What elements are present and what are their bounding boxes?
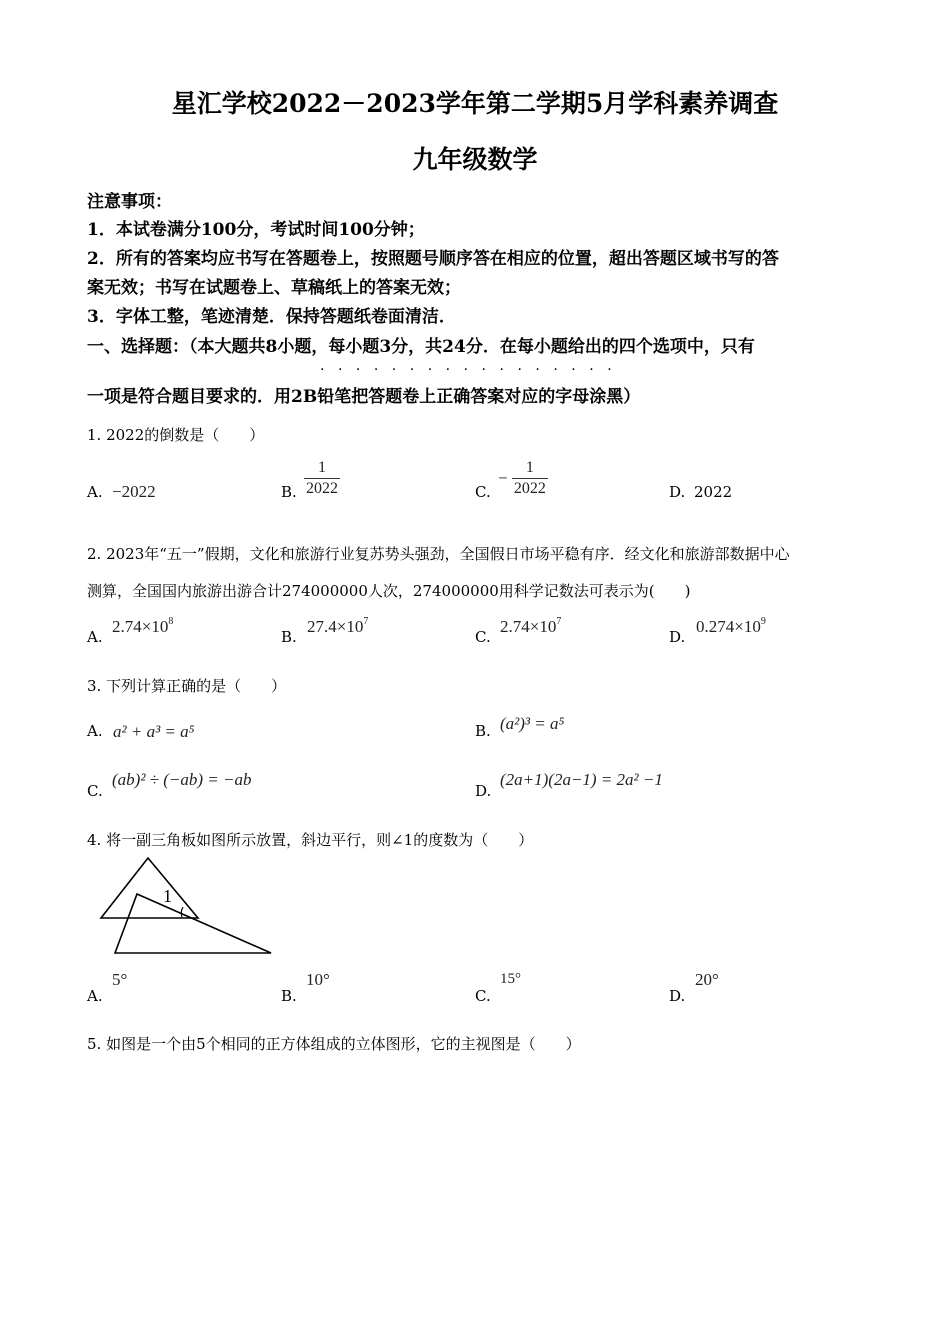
q2-a-base: 2.74×10 <box>112 617 169 636</box>
q1-c-numerator: 1 <box>512 458 548 479</box>
exam-subtitle: 九年级数学 <box>412 145 538 174</box>
q3-label-c: C. <box>87 782 103 800</box>
q3-label-d: D. <box>475 782 492 800</box>
q5-stem: 5. 如图是一个由5个相同的正方体组成的立体图形，它的主视图是（ ） <box>87 1035 581 1053</box>
q1-c-denominator: 2022 <box>513 480 546 497</box>
q3-stem: 3. 下列计算正确的是（ ） <box>87 677 287 695</box>
q4-label-b: B. <box>281 987 297 1005</box>
q4-option-b: 10° <box>306 970 330 989</box>
emphasis-dots: ················· <box>320 362 626 378</box>
q1-label-b: B. <box>281 483 297 501</box>
q2-b-exponent: 7 <box>363 616 369 627</box>
note-2-line1: 2．所有的答案均应书写在答题卷上，按照题号顺序答在相应的位置，超出答题区域书写的答 <box>87 249 779 269</box>
q4-option-a: 5° <box>112 970 128 989</box>
q2-a-exponent: 8 <box>168 616 174 627</box>
q4-stem: 4. 将一副三角板如图所示放置，斜边平行，则∠1的度数为（ ） <box>87 831 534 849</box>
q3-option-c: (ab)² ÷ (−ab) = −ab <box>112 770 252 789</box>
exam-title: 星汇学校2022－2023学年第二学期5月学科素养调查 <box>171 89 779 118</box>
q3-option-b: (a²)³ = a⁵ <box>500 714 565 733</box>
q2-c-exponent: 7 <box>556 616 562 627</box>
section1-line1-emphasis: 只有 <box>720 337 755 357</box>
q2-c-base: 2.74×10 <box>500 617 557 636</box>
section1-line1-text: 一、选择题：（本大题共8小题，每小题3分，共24分．在每小题给出的四个选项中， <box>87 337 721 357</box>
q3-option-d: (2a+1)(2a−1) = 2a² −1 <box>500 770 663 789</box>
q1-option-d: 2022 <box>694 483 733 501</box>
q2-option-d <box>696 616 766 637</box>
q1-option-b <box>304 458 340 499</box>
q3-label-b: B. <box>475 722 491 740</box>
section1-line2 <box>87 382 640 407</box>
q4-triangles-figure <box>95 855 280 960</box>
q2-stem-line2: 测算，全国国内旅游出游合计274000000人次，274000000用科学记数法可表示为( ) <box>87 582 691 600</box>
q1-label-d: D. <box>669 483 686 501</box>
q2-label-a: A. <box>87 628 103 646</box>
q1-stem: 1. 2022的倒数是（ ） <box>87 426 265 444</box>
q1-label-a: A. <box>87 483 103 501</box>
q2-d-base: 0.274×10 <box>696 617 761 636</box>
q4-label-c: C. <box>475 987 491 1005</box>
q1-b-denominator: 2022 <box>306 480 338 497</box>
q1-option-a: −2022 <box>112 482 156 501</box>
q1-b-fraction <box>304 458 340 499</box>
notes-heading: 注意事项： <box>87 192 172 212</box>
note-1: 1．本试卷满分100分，考试时间100分钟； <box>87 220 425 240</box>
q1-c-sign: − <box>498 468 508 488</box>
q3-option-a: a² + a³ = a⁵ <box>113 722 195 741</box>
q1-option-c <box>498 458 548 499</box>
q3-label-a: A. <box>87 722 103 740</box>
q2-option-c <box>500 616 561 637</box>
q1-label-c: C. <box>475 483 491 501</box>
q4-option-d: 20° <box>695 970 719 989</box>
q1-b-numerator: 1 <box>304 458 340 479</box>
q4-triangle-lower <box>115 894 271 953</box>
q2-option-a <box>112 616 173 637</box>
section1-line2-text: ．用2B铅笔把答题卷上正确答案对应的字母涂黑） <box>257 387 641 407</box>
q4-label-d: D. <box>669 987 686 1005</box>
q4-label-a: A. <box>87 987 103 1005</box>
q4-triangle-upper <box>101 858 198 918</box>
q2-b-base: 27.4×10 <box>307 617 364 636</box>
q1-c-fraction <box>512 458 548 499</box>
section1-line1 <box>87 332 755 357</box>
section1-line2-emphasis: 一项是符合题目要求的 <box>87 387 257 407</box>
q4-angle-label: 1 <box>163 886 172 906</box>
q4-angle-arc <box>181 907 183 917</box>
q2-stem-line1: 2. 2023年“五一”假期，文化和旅游行业复苏势头强劲，全国假日市场平稳有序．经文化和旅游部数据中心 <box>87 545 790 563</box>
note-3: 3．字体工整，笔迹清楚．保持答题纸卷面清洁． <box>87 307 456 327</box>
q2-d-exponent: 9 <box>760 616 766 627</box>
q2-label-d: D. <box>669 628 686 646</box>
q2-label-b: B. <box>281 628 297 646</box>
q4-option-c: 15° <box>500 971 521 987</box>
note-2-line2: 案无效；书写在试题卷上、草稿纸上的答案无效； <box>87 278 461 298</box>
q2-label-c: C. <box>475 628 491 646</box>
q2-option-b <box>307 616 368 637</box>
